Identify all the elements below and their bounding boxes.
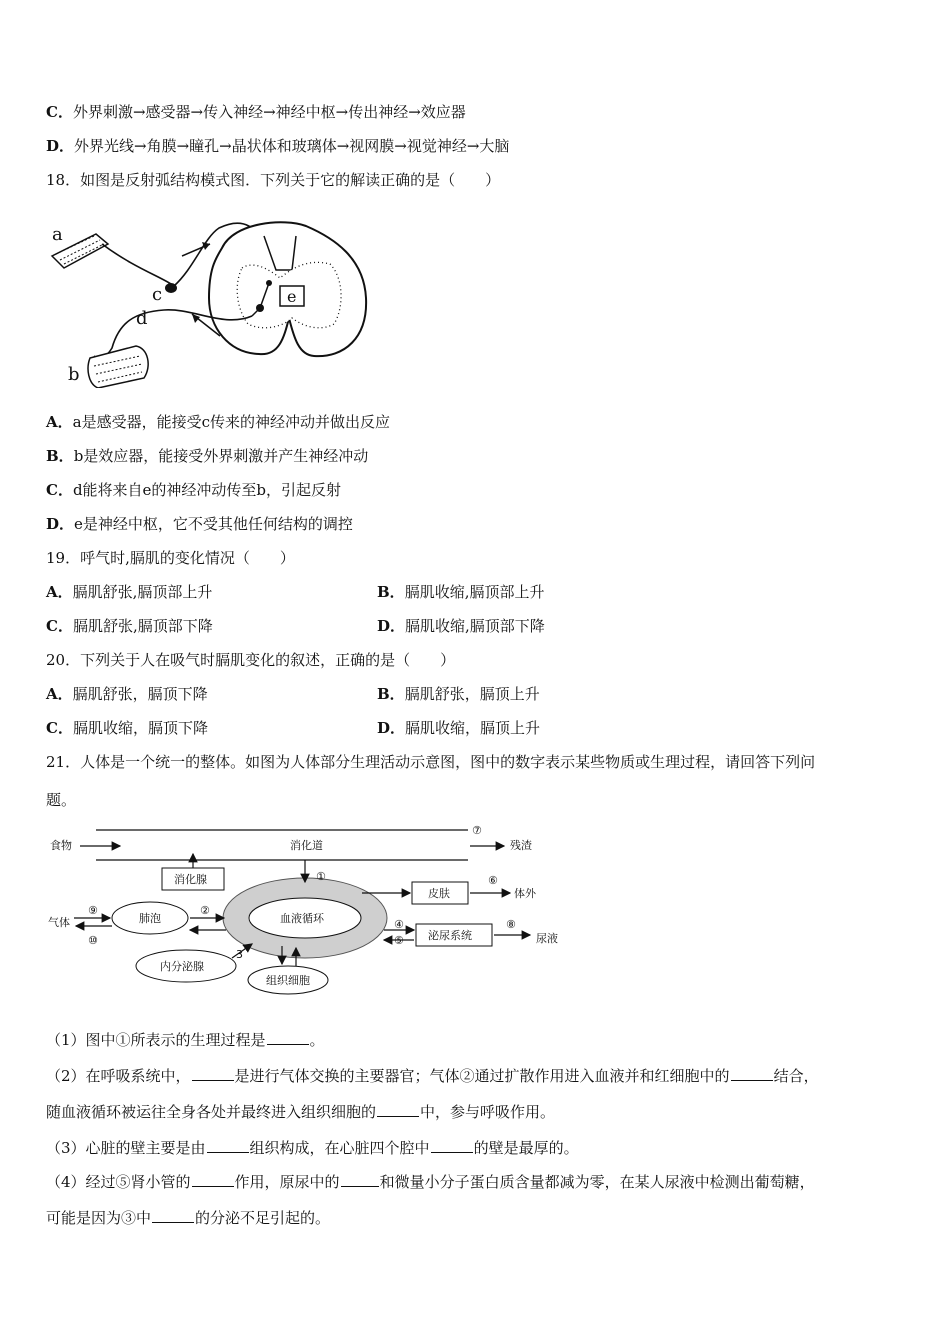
q21-part1 [46,1030,325,1050]
answer-blank[interactable] [341,1172,379,1187]
reflex-arc-figure [44,208,374,388]
text: 。 [309,1031,325,1049]
num-2: ② [200,904,210,917]
option-text: e是神经中枢，它不受其他任何结构的调控 [74,515,353,533]
num-10: ⑩ [88,934,98,947]
label-urinary: 泌尿系统 [428,929,472,942]
q19-option-a [46,582,212,602]
answer-blank[interactable] [152,1208,194,1223]
q21-stem-line2: 题。 [46,791,77,809]
label-residue: 残渣 [510,839,532,852]
label-tract: 消化道 [290,839,323,852]
label-tissue: 组织细胞 [266,974,310,987]
answer-blank[interactable] [377,1102,419,1117]
option-text: 膈肌收缩,膈顶部上升 [404,583,545,601]
label-food: 食物 [50,839,72,852]
q21-part4-line1 [46,1172,815,1192]
option-text: 膈肌收缩，膈顶上升 [405,719,541,737]
option-label: A． [46,583,73,601]
option-label: B． [46,447,74,465]
answer-blank[interactable] [267,1030,309,1045]
q21-part2-line1 [46,1066,819,1086]
q21-part2-line2 [46,1102,555,1122]
answer-blank[interactable] [431,1138,473,1153]
ganglion [165,283,177,293]
option-text: 外界光线→角膜→瞳孔→晶状体和玻璃体→视网膜→视觉神经→大脑 [74,137,510,155]
text: 是进行气体交换的主要器官；气体②通过扩散作用进入血液并和红细胞中的 [234,1067,730,1085]
text: （1）图中①所表示的生理过程是 [46,1031,266,1049]
answer-blank[interactable] [731,1066,773,1081]
q20-option-b [377,684,540,704]
q19-option-b [377,582,544,602]
receptor-a [52,224,108,268]
num-6: ⑥ [488,874,498,887]
option-text: 膈肌舒张,膈顶部下降 [72,617,213,635]
text: 中，参与呼吸作用。 [420,1103,556,1121]
label-circulation: 血液循环 [280,912,324,925]
physiology-diagram [40,818,580,1000]
option-text: 膈肌舒张，膈顶下降 [72,685,208,703]
answer-blank[interactable] [192,1172,234,1187]
option-label: C． [46,481,73,499]
label-b: b [68,364,80,385]
option-text: 膈肌舒张，膈顶上升 [404,685,540,703]
q20-option-d [377,718,540,738]
text: 作用，原尿中的 [234,1173,340,1191]
q19-stem: 19．呼气时,膈肌的变化情况（ ） [46,549,295,567]
q17-option-c [46,102,466,122]
q18-option-c [46,480,341,500]
text: 随血液循环被运往全身各处并最终进入组织细胞的 [46,1103,377,1121]
option-text: 膈肌舒张,膈顶部上升 [72,583,213,601]
label-c: c [152,284,163,305]
option-label: C． [46,103,73,121]
q20-option-a [46,684,208,704]
label-a: a [52,224,63,245]
label-d: d [136,308,148,329]
text: 结合， [773,1067,819,1085]
option-text: b是效应器，能接受外界刺激并产生神经冲动 [73,447,369,465]
q21-stem-line1: 21．人体是一个统一的整体。如图为人体部分生理活动示意图，图中的数字表示某些物质或生理过程，请回答下列问 [46,753,816,771]
label-urine: 尿液 [536,932,558,945]
option-text: 膈肌收缩,膈顶部下降 [405,617,545,635]
option-text: 膈肌收缩，膈顶下降 [72,719,208,737]
option-label: C． [46,617,73,635]
label-skin: 皮肤 [428,887,450,900]
text: 组织构成，在心脏四个腔中 [249,1139,430,1157]
q21-part3 [46,1138,579,1158]
text: （2）在呼吸系统中， [46,1067,191,1085]
text: （4）经过⑤肾小管的 [46,1173,191,1191]
text: 可能是因为③中 [46,1209,152,1227]
q21-part4-line2 [46,1208,330,1228]
text: 的壁是最厚的。 [473,1139,579,1157]
q18-option-d [46,514,353,534]
option-label: D． [46,137,75,155]
text: 的分泌不足引起的。 [195,1209,331,1227]
spinal-cord [209,222,366,356]
option-text: d能将来自e的神经冲动传至b，引起反射 [72,481,342,499]
label-outside: 体外 [514,887,536,900]
answer-blank[interactable] [207,1138,249,1153]
q20-option-c [46,718,208,738]
num-8: ⑧ [506,918,516,931]
label-gland: 消化腺 [174,873,207,886]
num-3: 3 [236,948,243,961]
q18-option-a [46,412,390,432]
label-endocrine: 内分泌腺 [160,960,204,973]
num-1: ① [316,870,326,883]
q18-option-b [46,446,368,466]
option-label: D． [377,719,406,737]
option-label: B． [377,583,405,601]
text: 和微量小分子蛋白质含量都减为零，在某人尿液中检测出葡萄糖， [379,1173,815,1191]
option-label: A． [46,413,73,431]
q17-option-d [46,136,509,156]
option-text: a是感受器，能接受c传来的神经冲动并做出反应 [72,413,390,431]
option-label: C． [46,719,73,737]
q20-stem: 20．下列关于人在吸气时膈肌变化的叙述，正确的是（ ） [46,651,456,669]
option-label: B． [377,685,405,703]
option-label: A． [46,685,73,703]
num-9: ⑨ [88,904,98,917]
q18-stem: 18．如图是反射弧结构模式图．下列关于它的解读正确的是（ ） [46,171,501,189]
option-label: D． [377,617,406,635]
text: （3）心脏的壁主要是由 [46,1139,206,1157]
label-e: e [287,287,297,306]
label-alveoli: 肺泡 [139,912,161,925]
q19-option-c [46,616,213,636]
q19-option-d [377,616,545,636]
label-gas: 气体 [48,916,70,929]
option-text: 外界刺激→感受器→传入神经→神经中枢→传出神经→效应器 [72,103,466,121]
num-5: ⑤ [394,934,404,947]
num-7: ⑦ [472,824,482,837]
option-label: D． [46,515,75,533]
answer-blank[interactable] [192,1066,234,1081]
num-4: ④ [394,918,404,931]
